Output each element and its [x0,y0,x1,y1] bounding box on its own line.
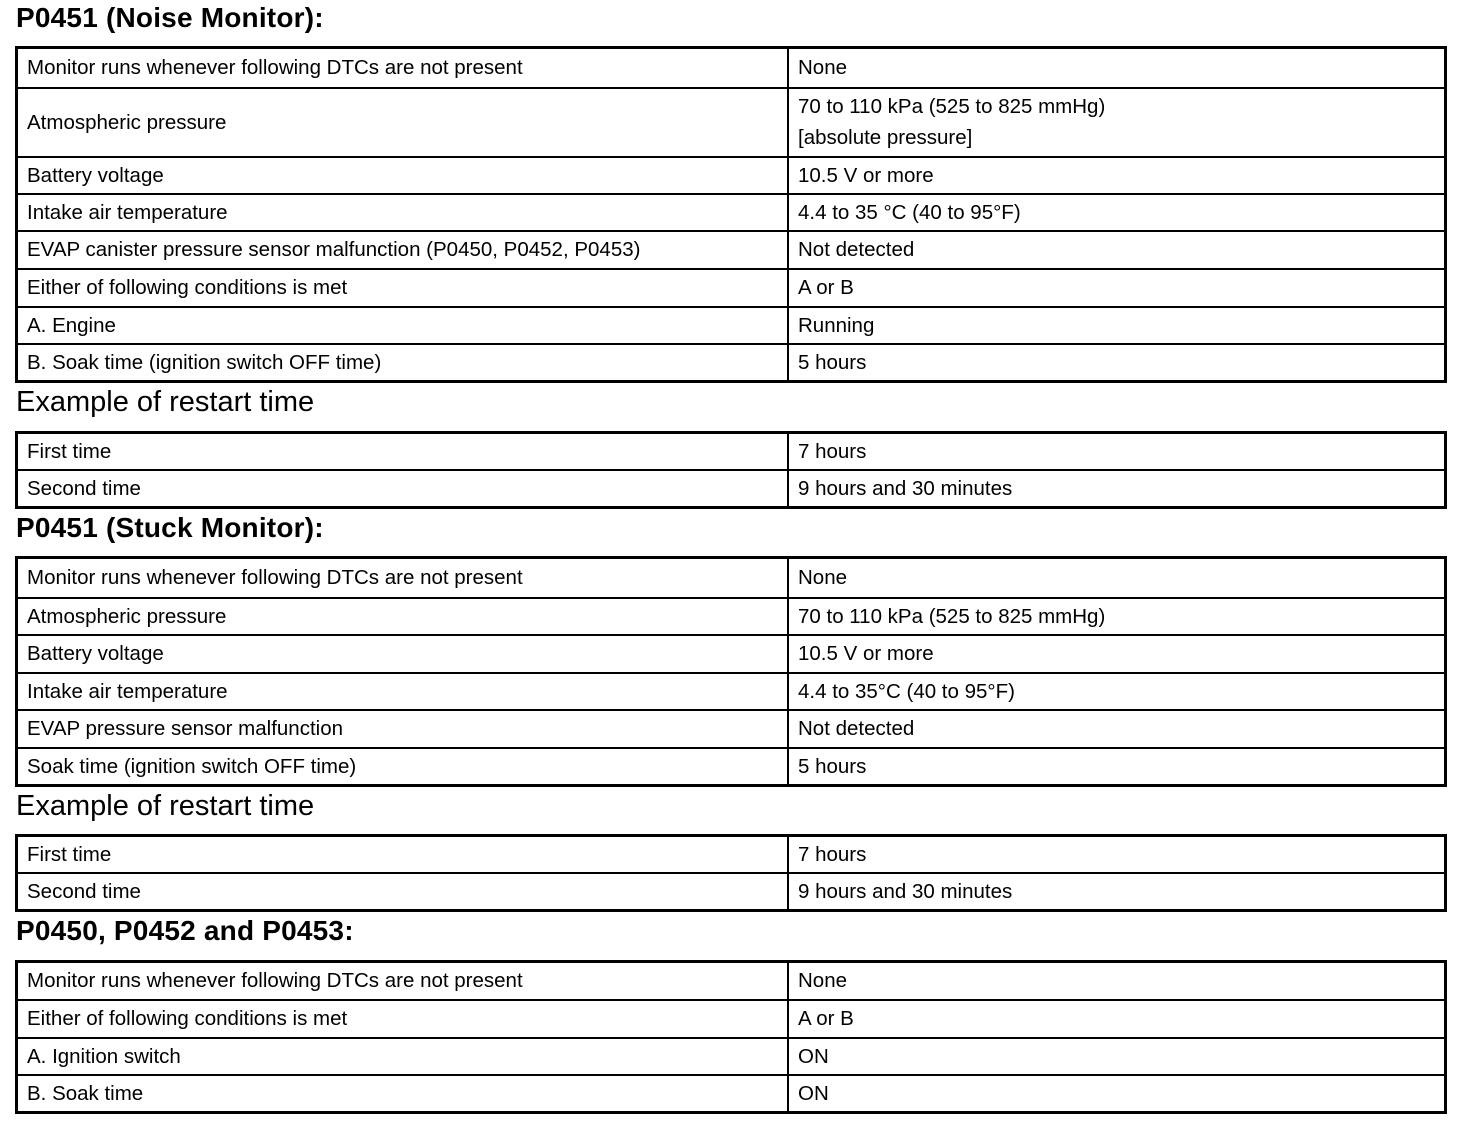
table-row [17,231,1446,269]
condition-value: 70 to 110 kPa (525 to 825 mmHg) [absolute pressure] [788,88,1446,157]
table-row [17,157,1446,194]
condition-value: None [788,48,1446,88]
condition-label: B. Soak time [17,1075,789,1113]
stuck-monitor-restart-table [15,834,1447,912]
pressure-sensor-conditions-table [15,960,1447,1114]
condition-value: 10.5 V or more [788,635,1446,673]
condition-label: Battery voltage [17,635,789,673]
condition-value: ON [788,1038,1446,1075]
condition-label: Atmospheric pressure [17,88,789,157]
condition-label: Monitor runs whenever following DTCs are not present [17,558,789,598]
table-row [17,873,1446,911]
condition-value: Running [788,307,1446,344]
table-row [17,88,1446,157]
table-row [17,1038,1446,1075]
condition-label: A. Ignition switch [17,1038,789,1075]
table-row [17,710,1446,748]
restart-value: 7 hours [788,836,1446,874]
condition-value: 10.5 V or more [788,157,1446,194]
table-row [17,598,1446,635]
condition-label: Intake air temperature [17,673,789,710]
table-row [17,673,1446,710]
restart-time-heading: Example of restart time [16,790,315,822]
condition-value: Not detected [788,710,1446,748]
table-row [17,962,1446,1000]
stuck-monitor-conditions-table [15,556,1447,787]
section-heading-noise-monitor: P0451 (Noise Monitor): [16,2,324,33]
restart-value: 9 hours and 30 minutes [788,470,1446,508]
noise-monitor-conditions-table [15,46,1447,383]
table-row [17,558,1446,598]
condition-value: None [788,558,1446,598]
table-row [17,269,1446,307]
restart-value: 7 hours [788,433,1446,471]
condition-value: 5 hours [788,344,1446,382]
condition-label: Atmospheric pressure [17,598,789,635]
condition-value: 70 to 110 kPa (525 to 825 mmHg) [788,598,1446,635]
condition-label: Monitor runs whenever following DTCs are not present [17,962,789,1000]
condition-label: Monitor runs whenever following DTCs are not present [17,48,789,88]
table-row [17,470,1446,508]
condition-label: EVAP pressure sensor malfunction [17,710,789,748]
table-row [17,836,1446,874]
condition-value: Not detected [788,231,1446,269]
condition-value: A or B [788,269,1446,307]
table-row [17,635,1446,673]
condition-value: A or B [788,1000,1446,1038]
condition-label: Intake air temperature [17,194,789,231]
table-row [17,1075,1446,1113]
restart-label: Second time [17,470,789,508]
table-row [17,1000,1446,1038]
condition-value: 5 hours [788,748,1446,786]
condition-value: 4.4 to 35 °C (40 to 95°F) [788,194,1446,231]
condition-label: Either of following conditions is met [17,269,789,307]
condition-value: ON [788,1075,1446,1113]
table-row [17,344,1446,382]
restart-label: First time [17,836,789,874]
condition-label: Soak time (ignition switch OFF time) [17,748,789,786]
section-heading-stuck-monitor: P0451 (Stuck Monitor): [16,512,324,543]
condition-value: 4.4 to 35°C (40 to 95°F) [788,673,1446,710]
restart-value: 9 hours and 30 minutes [788,873,1446,911]
restart-label: Second time [17,873,789,911]
table-row [17,433,1446,471]
table-row [17,48,1446,88]
condition-label: B. Soak time (ignition switch OFF time) [17,344,789,382]
restart-label: First time [17,433,789,471]
table-row [17,307,1446,344]
condition-label: A. Engine [17,307,789,344]
condition-label: Battery voltage [17,157,789,194]
restart-time-heading: Example of restart time [16,386,315,418]
noise-monitor-restart-table [15,431,1447,509]
table-row [17,748,1446,786]
condition-label: Either of following conditions is met [17,1000,789,1038]
condition-value: None [788,962,1446,1000]
table-row [17,194,1446,231]
condition-label: EVAP canister pressure sensor malfunction (P0450, P0452, P0453) [17,231,789,269]
section-heading-pressure-sensor-dtcs: P0450, P0452 and P0453: [16,915,354,946]
